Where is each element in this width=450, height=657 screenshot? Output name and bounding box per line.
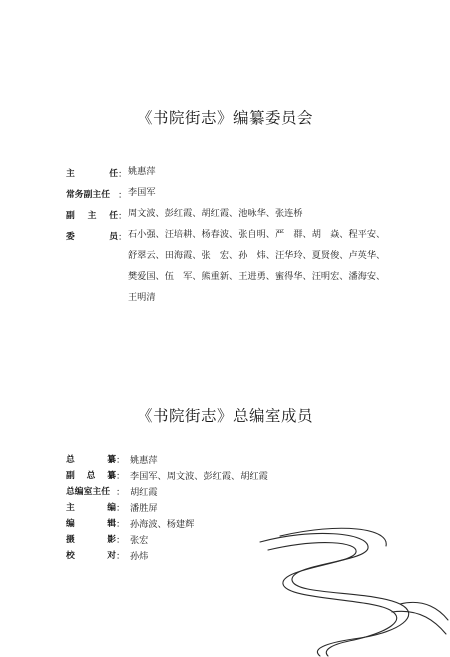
office-row xyxy=(66,532,148,546)
colon: ： xyxy=(118,190,128,201)
colon: ： xyxy=(116,535,126,546)
member-line: 石小强、汪培耕、杨春波、张自明、严 群、胡 焱、程平安、 xyxy=(128,229,386,240)
committee-row-deputy xyxy=(66,208,303,229)
row-value: 李国军、周文波、彭红霞、胡红霞 xyxy=(130,471,268,482)
office-row xyxy=(66,548,148,562)
colon: ： xyxy=(118,211,128,222)
row-value: 周文波、彭红霞、胡红霞、池咏华、张连桥 xyxy=(128,208,303,219)
office-row xyxy=(66,468,268,482)
colon: ： xyxy=(116,455,126,466)
decorative-swirl-icon xyxy=(250,520,450,657)
row-value: 孙海波、杨建辉 xyxy=(130,519,195,530)
row-value: 张宏 xyxy=(130,535,149,546)
office-row xyxy=(66,452,158,466)
row-label: 校 对 xyxy=(66,551,116,561)
row-label: 副 总 纂 xyxy=(66,471,116,481)
colon: ： xyxy=(116,519,126,530)
row-label: 编 辑 xyxy=(66,519,116,529)
row-value: 姚惠萍 xyxy=(130,455,158,466)
office-row xyxy=(66,500,158,514)
row-label: 常务副主任 xyxy=(66,190,110,200)
row-value: 潘胜屏 xyxy=(130,503,158,514)
committee-row-members xyxy=(66,229,385,313)
colon: ： xyxy=(116,471,126,482)
colon: ： xyxy=(116,551,126,562)
row-value: 胡红霞 xyxy=(130,487,158,498)
row-label: 委 员 xyxy=(66,232,118,242)
row-value: 李国军 xyxy=(128,187,156,198)
office-title: 《书院街志》总编室成员 xyxy=(136,407,313,425)
member-line: 王明清 xyxy=(128,292,156,303)
row-value: 姚惠萍 xyxy=(128,166,156,177)
row-label: 摄 影 xyxy=(66,535,116,545)
colon: ： xyxy=(118,169,128,180)
committee-row-executive-deputy xyxy=(66,187,156,208)
committee-row-director xyxy=(66,166,156,187)
row-label: 总编室主任 xyxy=(66,487,110,497)
colon: ： xyxy=(116,503,126,514)
colon: ： xyxy=(116,487,126,498)
row-value: 孙炜 xyxy=(130,551,149,562)
committee-title: 《书院街志》编纂委员会 xyxy=(136,109,313,127)
colon: ： xyxy=(118,232,128,243)
office-row xyxy=(66,484,158,498)
row-label: 副 主 任 xyxy=(66,211,118,221)
member-line: 樊爱国、伍 军、熊重新、王进勇、蜜得华、汪明宏、潘海安、 xyxy=(128,271,386,282)
row-label: 主 编 xyxy=(66,503,116,513)
member-line: 舒翠云、田海霞、张 宏、孙 炜、汪华玲、夏贤俊、卢英华、 xyxy=(128,250,386,261)
row-label: 总 纂 xyxy=(66,455,116,465)
row-label: 主 任 xyxy=(66,169,118,179)
office-row xyxy=(66,516,194,530)
